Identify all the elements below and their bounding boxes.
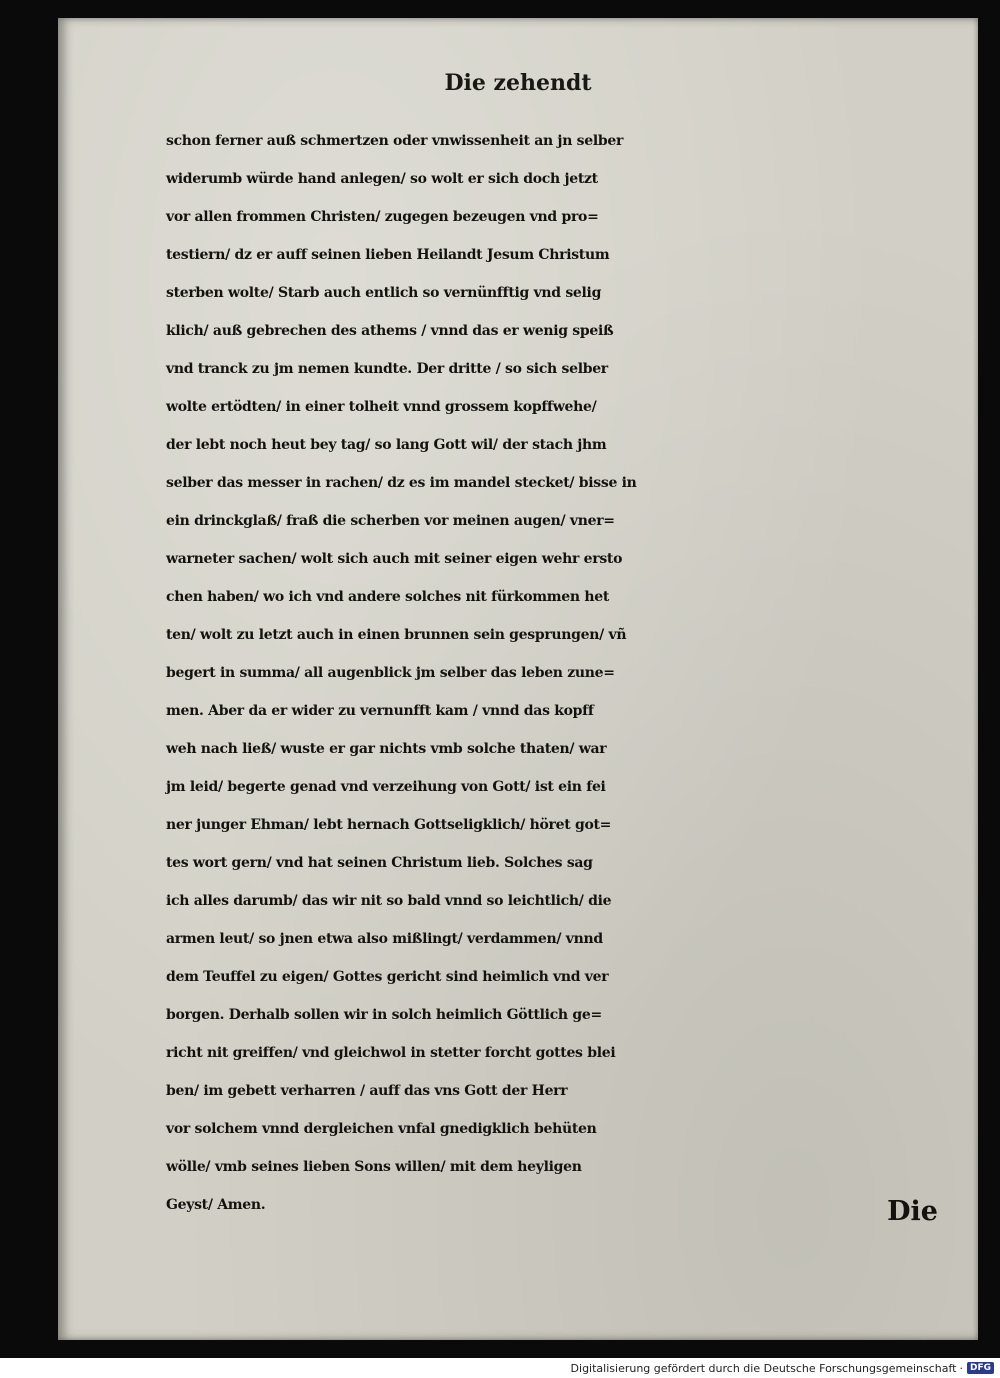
text-line: widerumb würde hand anlegen/ so wolt er sich doch jetzt [166, 171, 598, 187]
text-line: wolte ertödten/ in einer tolheit vnnd grossem kopffwehe/ [166, 399, 597, 415]
text-line: begert in summa/ all augenblick jm selber das leben zune= [166, 665, 615, 681]
text-line: tes wort gern/ vnd hat seinen Christum lieb. Solches sag [166, 855, 593, 871]
text-line: borgen. Derhalb sollen wir in solch heimlich Göttlich ge= [166, 1007, 602, 1023]
text-line: schon ferner auß schmertzen oder vnwissenheit an jn selber [166, 133, 624, 149]
footer-separator: · [959, 1361, 963, 1375]
text-line: weh nach ließ/ wuste er gar nichts vmb solche thaten/ war [166, 741, 607, 757]
text-line: ner junger Ehman/ lebt hernach Gottseligklich/ höret got= [166, 817, 612, 833]
text-line: ben/ im gebett verharren / auff das vns Gott der Herr [166, 1083, 568, 1099]
text-line: dem Teuffel zu eigen/ Gottes gericht sind heimlich vnd ver [166, 969, 609, 985]
text-line: ein drinckglaß/ fraß die scherben vor meinen augen/ vner= [166, 513, 615, 529]
body-text [166, 122, 1000, 1224]
running-head: Die zehendt [444, 70, 592, 96]
text-line: testiern/ dz er auff seinen lieben Heilandt Jesum Christum [166, 247, 610, 263]
text-line: vor solchem vnnd dergleichen vnfal gnedigklich behüten [166, 1121, 597, 1137]
footer-bar [0, 1358, 1000, 1378]
text-line: richt nit greiffen/ vnd gleichwol in stetter forcht gottes blei [166, 1045, 616, 1061]
text-line: men. Aber da er wider zu vernunfft kam / vnnd das kopff [166, 703, 594, 719]
text-line: armen leut/ so jnen etwa also mißlingt/ verdammen/ vnnd [166, 931, 603, 947]
text-line: ich alles darumb/ das wir nit so bald vnnd so leichtlich/ die [166, 893, 612, 909]
text-line: der lebt noch heut bey tag/ so lang Gott wil/ der stach jhm [166, 437, 607, 453]
text-line: vor allen frommen Christen/ zugegen bezeugen vnd pro= [166, 209, 599, 225]
catchword: Die [887, 1196, 938, 1227]
text-line: selber das messer in rachen/ dz es im mandel stecket/ bisse in [166, 475, 637, 491]
text-line: Geyst/ Amen. [166, 1197, 266, 1213]
text-line: warneter sachen/ wolt sich auch mit seiner eigen wehr ersto [166, 551, 623, 567]
text-line: wölle/ vmb seines lieben Sons willen/ mit dem heyligen [166, 1159, 582, 1175]
text-line: sterben wolte/ Starb auch entlich so vernünfftig vnd selig [166, 285, 602, 301]
text-line: ten/ wolt zu letzt auch in einen brunnen sein gesprungen/ vñ [166, 627, 627, 643]
text-line: vnd tranck zu jm nemen kundte. Der dritte / so sich selber [166, 361, 608, 377]
book-page [58, 18, 978, 1340]
text-line: jm leid/ begerte genad vnd verzeihung von Gott/ ist ein fei [166, 779, 606, 795]
text-line: chen haben/ wo ich vnd andere solches nit fürkommen het [166, 589, 610, 605]
footer-credit: Digitalisierung gefördert durch die Deutsche Forschungsgemeinschaft [570, 1361, 957, 1375]
text-line: klich/ auß gebrechen des athems / vnnd das er wenig speiß [166, 323, 614, 339]
dfg-logo-icon[interactable]: DFG [967, 1362, 994, 1374]
